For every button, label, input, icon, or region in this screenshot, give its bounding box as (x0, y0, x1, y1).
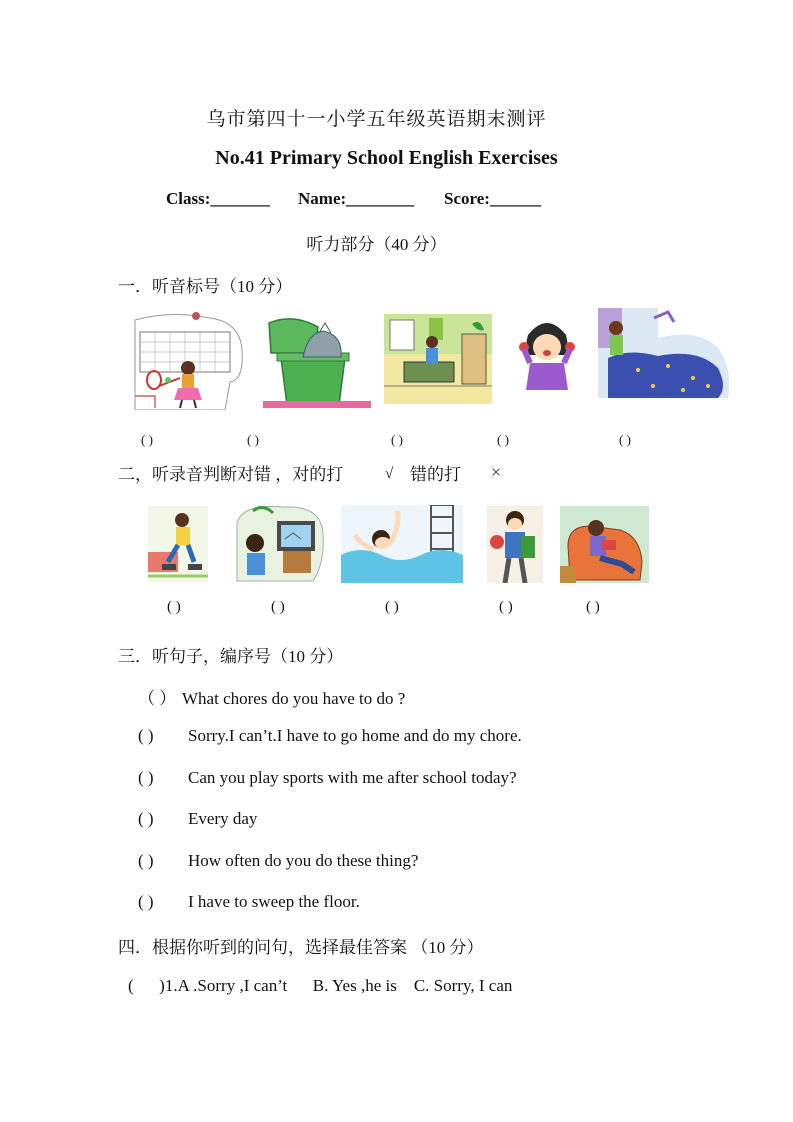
judge-blank-3[interactable]: ( ) (385, 599, 399, 615)
sentence-text: I have to sweep the floor. (188, 892, 360, 911)
title-english: No.41 Primary School English Exercises (215, 147, 558, 169)
judge-blank-2[interactable]: ( ) (271, 599, 285, 615)
order-blank[interactable]: ( ) (138, 768, 154, 787)
order-blank[interactable]: ( ) (138, 892, 154, 911)
score-field: Score:______ (444, 189, 541, 208)
trash-can-illustration (263, 313, 371, 408)
order-blank[interactable]: ( ) (138, 726, 154, 745)
judge-blank-5[interactable]: ( ) (586, 599, 600, 615)
sentence-item-6 (138, 892, 360, 912)
title-chinese: 乌市第四十一小学五年级英语期末测评 (206, 109, 547, 130)
bed-making-illustration (598, 308, 733, 398)
sentence-text: What chores do you have to do ? (182, 689, 406, 708)
question-1-options: ( )1.A .Sorry ,I can’t B. Yes ,he is C. Sorry, I can (128, 976, 513, 995)
skating-boy-illustration (148, 506, 208, 582)
sentence-text: Can you play sports with me after school today? (188, 768, 517, 787)
swimming-boy-illustration (341, 505, 463, 583)
sentence-item-4 (138, 809, 257, 829)
section4-heading: 四．根据你听到的问句，选择最佳答案 （10 分） (118, 938, 484, 957)
sentence-item-3 (138, 768, 517, 788)
answer-blank-4[interactable]: ( ) (497, 432, 509, 447)
order-blank[interactable]: ( ) (138, 851, 154, 870)
check-mark-icon: √ (385, 466, 394, 482)
order-blank[interactable]: （ ） (138, 689, 177, 708)
sentence-item-2 (138, 726, 522, 746)
name-field: Name:________ (298, 189, 415, 208)
sentence-text: How often do you do these thing? (188, 851, 419, 870)
judge-blank-1[interactable]: ( ) (167, 599, 181, 615)
tennis-girl-illustration (130, 310, 245, 410)
judge-blank-4[interactable]: ( ) (499, 599, 513, 615)
answer-blank-1[interactable]: ( ) (141, 432, 153, 447)
sentence-item-1 (138, 684, 405, 709)
section3-heading: 三．听句子，编序号（10 分） (118, 647, 344, 666)
listening-part-heading: 听力部分（40 分） (306, 235, 447, 254)
answer-blank-2[interactable]: ( ) (247, 432, 259, 447)
class-field: Class:_______ (166, 189, 270, 208)
ping-pong-boy-illustration (487, 506, 543, 583)
order-blank[interactable]: ( ) (138, 809, 154, 828)
cross-mark-icon: × (491, 462, 502, 482)
sentence-text: Every day (188, 809, 258, 828)
section2-wrong-label: 错的打 (410, 465, 461, 484)
reading-armchair-illustration (560, 506, 649, 583)
watching-tv-illustration (233, 503, 325, 583)
section1-heading: 一．听音标号（10 分） (118, 277, 293, 296)
answer-blank-3[interactable]: ( ) (391, 432, 403, 447)
sentence-item-5 (138, 851, 418, 871)
girl-covering-ears-illustration (514, 315, 580, 390)
section2-heading: 二，听录音判断对错 ，对的打 (118, 465, 344, 484)
kitchen-cleaning-illustration (384, 314, 492, 404)
answer-blank-5[interactable]: ( ) (619, 432, 631, 447)
sentence-text: Sorry.I can’t.I have to go home and do my chore. (188, 726, 522, 745)
